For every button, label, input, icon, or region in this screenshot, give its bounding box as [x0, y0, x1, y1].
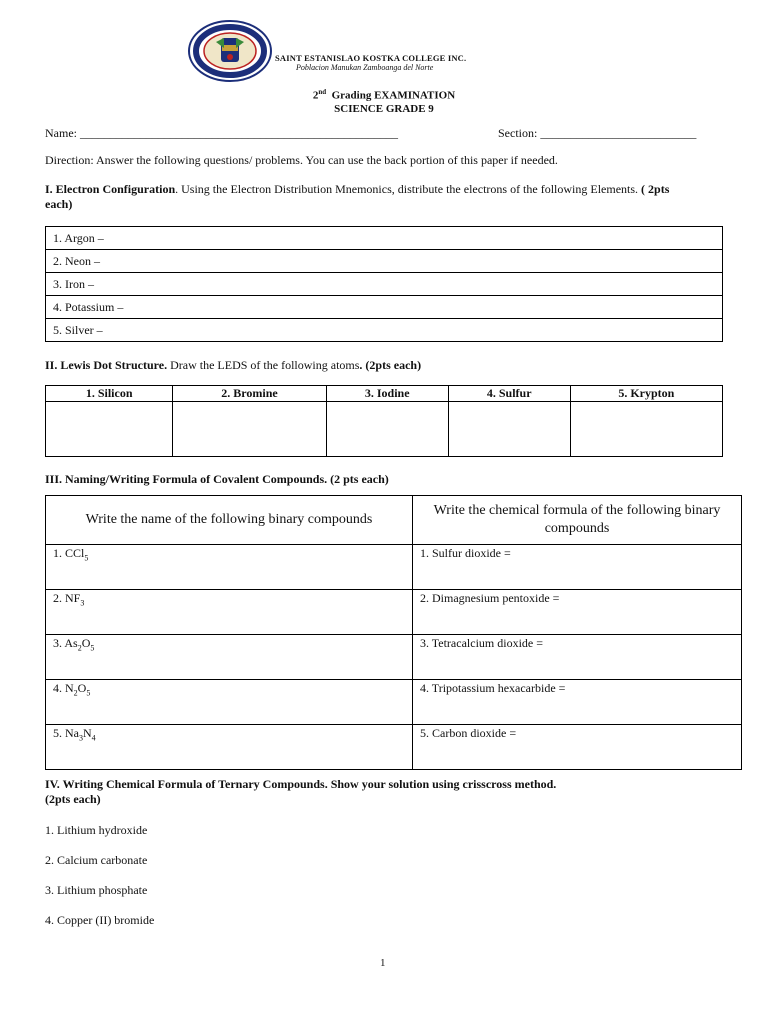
- names-col-header: Write the name of the following binary compounds: [46, 496, 413, 545]
- lewis-dot-table: [45, 385, 723, 457]
- exam-title: 2nd Grading EXAMINATION SCIENCE GRADE 9: [0, 86, 768, 116]
- electron-item[interactable]: 3. Iron –: [46, 273, 723, 296]
- compound-formula-cell[interactable]: 2. Dimagnesium pentoxide =: [413, 590, 742, 635]
- ternary-item: 2. Calcium carbonate: [45, 853, 148, 867]
- electron-item[interactable]: 1. Argon –: [46, 227, 723, 250]
- page-number: 1: [380, 957, 386, 969]
- compound-name-cell[interactable]: 3. $As_2O_5$: [46, 635, 413, 680]
- lewis-answer-cell[interactable]: [326, 402, 448, 457]
- compound-formula-cell[interactable]: 5. Carbon dioxide =: [413, 725, 742, 770]
- section-field[interactable]: Section: __________________________: [498, 126, 697, 140]
- compound-formula-cell[interactable]: 3. Tetracalcium dioxide =: [413, 635, 742, 680]
- lewis-col-header: 1. Silicon: [46, 386, 173, 402]
- covalent-compounds-table: [45, 495, 742, 770]
- compound-formula-cell[interactable]: 4. Tripotassium hexacarbide =: [413, 680, 742, 725]
- compound-name-cell[interactable]: 5. $Na_3N_4$: [46, 725, 413, 770]
- electron-item[interactable]: 4. Potassium –: [46, 296, 723, 319]
- compound-name-cell[interactable]: 1. CCl$_5$: [46, 545, 413, 590]
- lewis-answer-cell[interactable]: [570, 402, 722, 457]
- section1-heading: I. Electron Configuration. Using the Electron Distribution Mnemonics, distribute the electrons of the following Elements. ( 2pts each): [45, 182, 670, 211]
- name-field[interactable]: Name: _____________________________________________________: [45, 126, 398, 140]
- school-name: SAINT ESTANISLAO KOSTKA COLLEGE INC.: [275, 53, 467, 63]
- electron-item[interactable]: 5. Silver –: [46, 319, 723, 342]
- compound-name-cell[interactable]: 2. $NF_3$: [46, 590, 413, 635]
- lewis-answer-cell[interactable]: [173, 402, 326, 457]
- ternary-item: 4. Copper (II) bromide: [45, 913, 155, 927]
- ternary-item: 3. Lithium phosphate: [45, 883, 148, 897]
- exam-subject: SCIENCE GRADE 9: [334, 102, 434, 115]
- section2-heading: II. Lewis Dot Structure. Draw the LEDS of the following atoms. (2pts each): [45, 358, 422, 372]
- electron-config-table: [45, 226, 723, 342]
- compound-name-cell[interactable]: 4. $N_2O_5$: [46, 680, 413, 725]
- direction-text: Direction: Answer the following questions/ problems. You can use the back portion of this paper if needed.: [45, 153, 558, 167]
- formula-col-header: Write the chemical formula of the following binary compounds: [413, 496, 742, 545]
- lewis-col-header: 3. Iodine: [326, 386, 448, 402]
- compound-formula-cell[interactable]: 1. Sulfur dioxide =: [413, 545, 742, 590]
- school-logo: [188, 20, 272, 82]
- lewis-answer-cell[interactable]: [46, 402, 173, 457]
- lewis-col-header: 2. Bromine: [173, 386, 326, 402]
- school-address: Poblacion Manukan Zamboanga del Norte: [296, 63, 434, 72]
- ternary-item: 1. Lithium hydroxide: [45, 823, 148, 837]
- lewis-col-header: 4. Sulfur: [448, 386, 570, 402]
- electron-item[interactable]: 2. Neon –: [46, 250, 723, 273]
- section3-heading: III. Naming/Writing Formula of Covalent Compounds. (2 pts each): [45, 472, 389, 486]
- lewis-answer-cell[interactable]: [448, 402, 570, 457]
- section4-heading: IV. Writing Chemical Formula of Ternary Compounds. Show your solution using crisscross method. (2pts each): [45, 777, 557, 806]
- lewis-col-header: 5. Krypton: [570, 386, 722, 402]
